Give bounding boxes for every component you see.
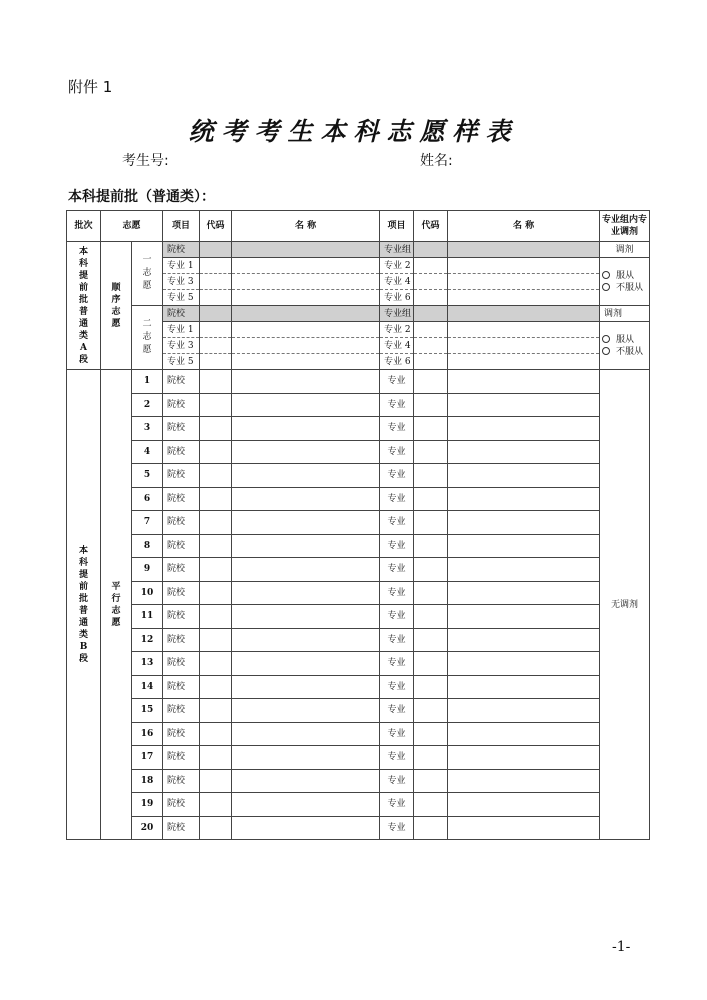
major-name-input[interactable] <box>448 581 600 605</box>
college-label: 院校 <box>163 464 200 488</box>
adjust-options <box>600 322 650 370</box>
major-code-input[interactable] <box>414 746 448 770</box>
college-name-input[interactable] <box>232 793 380 817</box>
major-code-input[interactable] <box>414 440 448 464</box>
header-code-2: 代码 <box>414 211 448 242</box>
major-label: 专业 <box>380 652 414 676</box>
college-name-input[interactable] <box>232 722 380 746</box>
major-label: 专业 <box>380 699 414 723</box>
college-code-input[interactable] <box>200 769 232 793</box>
college-label: 院校 <box>163 417 200 441</box>
college-label: 院校 <box>163 746 200 770</box>
parallel-wish-row <box>67 628 650 652</box>
college-code-input[interactable] <box>200 464 232 488</box>
college-label: 院校 <box>163 605 200 629</box>
college-name-input[interactable] <box>232 393 380 417</box>
college-name-input[interactable] <box>232 675 380 699</box>
major-name-input[interactable] <box>448 722 600 746</box>
major-name-input[interactable] <box>232 322 380 338</box>
header-code: 代码 <box>200 211 232 242</box>
parallel-wish-row <box>67 746 650 770</box>
college-code-input[interactable] <box>200 652 232 676</box>
major-name-input[interactable] <box>232 354 380 370</box>
college-code-input[interactable] <box>200 417 232 441</box>
major-name-input[interactable] <box>448 274 600 290</box>
major-name-input[interactable] <box>448 746 600 770</box>
major-name-input[interactable] <box>448 370 600 394</box>
major-group-label: 专业组 <box>380 242 414 258</box>
college-name-input[interactable] <box>232 370 380 394</box>
major-code-input[interactable] <box>414 699 448 723</box>
major-name-input[interactable] <box>448 354 600 370</box>
row-number: 11 <box>132 605 163 629</box>
parallel-wish-row <box>67 699 650 723</box>
row-number: 12 <box>132 628 163 652</box>
major-name-input[interactable] <box>448 487 600 511</box>
college-label: 院校 <box>163 487 200 511</box>
major-label: 专业 3 <box>163 274 200 290</box>
college-code-input[interactable] <box>200 699 232 723</box>
parallel-wish-row <box>67 722 650 746</box>
row-number: 10 <box>132 581 163 605</box>
college-label: 院校 <box>163 306 200 322</box>
college-name-input[interactable] <box>232 605 380 629</box>
wish-label <box>132 242 163 306</box>
major-name-input[interactable] <box>448 558 600 582</box>
header-name: 名 称 <box>232 211 380 242</box>
major-code-input[interactable] <box>414 511 448 535</box>
major-name-input[interactable] <box>448 793 600 817</box>
a-type-text: 顺序志愿 <box>111 282 121 329</box>
major-name-input[interactable] <box>448 816 600 840</box>
major-name-input[interactable] <box>448 675 600 699</box>
a-type-label <box>101 242 132 370</box>
major-label: 专业 <box>380 605 414 629</box>
parallel-wish-row <box>67 605 650 629</box>
college-name-input[interactable] <box>232 487 380 511</box>
college-code-input[interactable] <box>200 511 232 535</box>
major-label: 专业 2 <box>380 322 414 338</box>
attachment-label: 附件 1 <box>68 78 113 96</box>
college-label: 院校 <box>163 675 200 699</box>
b-type-text: 平行志愿 <box>111 581 121 628</box>
parallel-wish-row <box>67 558 650 582</box>
parallel-wish-row <box>67 511 650 535</box>
major-name-input[interactable] <box>232 274 380 290</box>
college-label: 院校 <box>163 558 200 582</box>
major-code-input[interactable] <box>414 675 448 699</box>
college-name-input[interactable] <box>232 511 380 535</box>
major-group-name-input[interactable] <box>448 242 600 258</box>
major-name-input[interactable] <box>448 652 600 676</box>
major-code-input[interactable] <box>200 354 232 370</box>
college-name-input[interactable] <box>232 746 380 770</box>
exam-number-label: 考生号: <box>122 153 169 169</box>
major-label: 专业 <box>380 628 414 652</box>
college-name-input[interactable] <box>232 306 380 322</box>
parallel-wish-row <box>67 793 650 817</box>
major-code-input[interactable] <box>414 417 448 441</box>
major-name-input[interactable] <box>448 605 600 629</box>
college-name-input[interactable] <box>232 440 380 464</box>
section-title: 本科提前批（普通类）： <box>68 189 215 205</box>
major-label: 专业 <box>380 370 414 394</box>
college-name-input[interactable] <box>232 581 380 605</box>
major-code-input[interactable] <box>414 258 448 274</box>
option-comply-label: 服从 <box>616 334 635 345</box>
row-number: 19 <box>132 793 163 817</box>
major-label: 专业 <box>380 722 414 746</box>
college-code-input[interactable] <box>200 746 232 770</box>
major-label: 专业 <box>380 581 414 605</box>
row-number: 14 <box>132 675 163 699</box>
college-name-input[interactable] <box>232 464 380 488</box>
parallel-wish-row <box>67 393 650 417</box>
major-label: 专业 <box>380 511 414 535</box>
radio-circle-icon[interactable] <box>602 283 610 291</box>
wish-label-text: 二志愿 <box>142 319 152 355</box>
college-label: 院校 <box>163 722 200 746</box>
major-label: 专业 <box>380 464 414 488</box>
option-comply-label: 服从 <box>616 270 635 281</box>
row-number: 13 <box>132 652 163 676</box>
major-code-input[interactable] <box>414 581 448 605</box>
college-code-input[interactable] <box>200 558 232 582</box>
major-group-code-input[interactable] <box>414 242 448 258</box>
college-label: 院校 <box>163 370 200 394</box>
college-label: 院校 <box>163 628 200 652</box>
parallel-wish-row <box>67 652 650 676</box>
major-label: 专业 <box>380 534 414 558</box>
major-code-input[interactable] <box>414 354 448 370</box>
row-number: 2 <box>132 393 163 417</box>
student-name-label: 姓名: <box>420 153 453 169</box>
college-label: 院校 <box>163 242 200 258</box>
parallel-wish-row <box>67 581 650 605</box>
option-not-comply[interactable] <box>600 282 649 294</box>
major-name-input[interactable] <box>448 258 600 274</box>
major-label: 专业 4 <box>380 274 414 290</box>
major-name-input[interactable] <box>232 290 380 306</box>
parallel-wish-row <box>67 675 650 699</box>
college-name-input[interactable] <box>232 699 380 723</box>
major-name-input[interactable] <box>448 417 600 441</box>
major-code-input[interactable] <box>414 274 448 290</box>
adjust-options <box>600 258 650 306</box>
major-code-input[interactable] <box>200 258 232 274</box>
college-code-input[interactable] <box>200 534 232 558</box>
major-code-input[interactable] <box>414 322 448 338</box>
major-label: 专业 2 <box>380 258 414 274</box>
header-batch: 批次 <box>67 211 101 242</box>
college-code-input[interactable] <box>200 440 232 464</box>
major-label: 专业 <box>380 440 414 464</box>
adjust-label: 调剂 <box>600 306 650 322</box>
major-name-input[interactable] <box>448 322 600 338</box>
parallel-wish-row <box>67 487 650 511</box>
major-label: 专业 1 <box>163 258 200 274</box>
college-code-input[interactable] <box>200 628 232 652</box>
row-number: 16 <box>132 722 163 746</box>
major-code-input[interactable] <box>414 558 448 582</box>
option-comply[interactable] <box>600 270 649 282</box>
radio-circle-icon[interactable] <box>602 335 610 343</box>
header-wish: 志愿 <box>101 211 163 242</box>
college-code-input[interactable] <box>200 242 232 258</box>
major-label: 专业 <box>380 417 414 441</box>
major-group-code-input[interactable] <box>414 306 448 322</box>
college-name-input[interactable] <box>232 242 380 258</box>
header-item: 项目 <box>163 211 200 242</box>
wish-label <box>132 306 163 370</box>
major-name-input[interactable] <box>448 338 600 354</box>
major-label: 专业 <box>380 393 414 417</box>
b-batch-text: 本科提前批普通类B段 <box>78 545 88 664</box>
major-label: 专业 6 <box>380 290 414 306</box>
college-code-input[interactable] <box>200 306 232 322</box>
major-code-input[interactable] <box>200 322 232 338</box>
row-number: 4 <box>132 440 163 464</box>
major-name-input[interactable] <box>448 534 600 558</box>
major-group-label: 专业组 <box>380 306 414 322</box>
major-name-input[interactable] <box>232 258 380 274</box>
college-label: 院校 <box>163 652 200 676</box>
major-name-input[interactable] <box>448 440 600 464</box>
page-number: -1- <box>612 939 631 955</box>
a-batch-text: 本科提前批普通类A段 <box>78 246 88 365</box>
college-code-input[interactable] <box>200 605 232 629</box>
college-code-input[interactable] <box>200 793 232 817</box>
major-label: 专业 4 <box>380 338 414 354</box>
major-code-input[interactable] <box>200 338 232 354</box>
major-code-input[interactable] <box>414 769 448 793</box>
parallel-wish-row <box>67 769 650 793</box>
major-label: 专业 6 <box>380 354 414 370</box>
row-number: 6 <box>132 487 163 511</box>
row-number: 8 <box>132 534 163 558</box>
row-number: 9 <box>132 558 163 582</box>
major-code-input[interactable] <box>414 722 448 746</box>
college-name-input[interactable] <box>232 558 380 582</box>
major-label: 专业 5 <box>163 290 200 306</box>
major-label: 专业 <box>380 769 414 793</box>
no-adjust-label: 无调剂 <box>600 370 650 840</box>
major-name-input[interactable] <box>448 699 600 723</box>
radio-circle-icon[interactable] <box>602 347 610 355</box>
major-label: 专业 1 <box>163 322 200 338</box>
major-code-input[interactable] <box>414 605 448 629</box>
parallel-wish-row <box>67 417 650 441</box>
college-name-input[interactable] <box>232 769 380 793</box>
major-name-input[interactable] <box>448 464 600 488</box>
college-code-input[interactable] <box>200 675 232 699</box>
major-code-input[interactable] <box>414 290 448 306</box>
form-title: 统考考生本科志愿样表 <box>188 117 519 146</box>
college-code-input[interactable] <box>200 722 232 746</box>
major-label: 专业 <box>380 816 414 840</box>
major-code-input[interactable] <box>414 652 448 676</box>
header-item-2: 项目 <box>380 211 414 242</box>
major-label: 专业 <box>380 746 414 770</box>
college-name-input[interactable] <box>232 652 380 676</box>
major-label: 专业 <box>380 487 414 511</box>
college-name-input[interactable] <box>232 417 380 441</box>
row-number: 18 <box>132 769 163 793</box>
a-group-header-row <box>67 242 650 258</box>
parallel-wish-row <box>67 534 650 558</box>
major-label: 专业 5 <box>163 354 200 370</box>
parallel-wish-row <box>67 816 650 840</box>
header-name-2: 名 称 <box>448 211 600 242</box>
major-group-name-input[interactable] <box>448 306 600 322</box>
major-code-input[interactable] <box>414 393 448 417</box>
row-number: 20 <box>132 816 163 840</box>
college-code-input[interactable] <box>200 370 232 394</box>
college-code-input[interactable] <box>200 581 232 605</box>
major-label: 专业 <box>380 675 414 699</box>
college-code-input[interactable] <box>200 816 232 840</box>
a-batch-label <box>67 242 101 370</box>
radio-circle-icon[interactable] <box>602 271 610 279</box>
major-code-input[interactable] <box>414 793 448 817</box>
row-number: 1 <box>132 370 163 394</box>
parallel-wish-row <box>67 464 650 488</box>
major-code-input[interactable] <box>414 534 448 558</box>
major-label: 专业 3 <box>163 338 200 354</box>
header-adjust: 专业组内专业调剂 <box>600 211 650 242</box>
row-number: 5 <box>132 464 163 488</box>
college-label: 院校 <box>163 534 200 558</box>
option-not-comply-label: 不服从 <box>616 346 644 357</box>
college-name-input[interactable] <box>232 628 380 652</box>
major-label: 专业 <box>380 558 414 582</box>
major-code-input[interactable] <box>414 628 448 652</box>
major-code-input[interactable] <box>414 370 448 394</box>
parallel-wish-row <box>67 440 650 464</box>
header-row <box>67 211 650 242</box>
college-label: 院校 <box>163 816 200 840</box>
college-name-input[interactable] <box>232 816 380 840</box>
adjust-label: 调剂 <box>600 242 650 258</box>
college-label: 院校 <box>163 393 200 417</box>
major-code-input[interactable] <box>414 338 448 354</box>
major-label: 专业 <box>380 793 414 817</box>
major-code-input[interactable] <box>414 816 448 840</box>
major-name-input[interactable] <box>232 338 380 354</box>
college-label: 院校 <box>163 511 200 535</box>
college-code-input[interactable] <box>200 487 232 511</box>
major-name-input[interactable] <box>448 511 600 535</box>
college-label: 院校 <box>163 699 200 723</box>
b-batch-label <box>67 370 101 840</box>
application-form-table <box>66 210 650 840</box>
college-code-input[interactable] <box>200 393 232 417</box>
row-number: 3 <box>132 417 163 441</box>
major-name-input[interactable] <box>448 628 600 652</box>
row-number: 7 <box>132 511 163 535</box>
parallel-wish-row <box>67 370 650 394</box>
row-number: 15 <box>132 699 163 723</box>
option-comply[interactable] <box>600 334 649 346</box>
row-number: 17 <box>132 746 163 770</box>
option-not-comply-label: 不服从 <box>616 282 644 293</box>
college-name-input[interactable] <box>232 534 380 558</box>
college-label: 院校 <box>163 769 200 793</box>
wish-label-text: 一志愿 <box>142 255 152 291</box>
college-label: 院校 <box>163 793 200 817</box>
major-code-input[interactable] <box>414 464 448 488</box>
major-name-input[interactable] <box>448 769 600 793</box>
major-code-input[interactable] <box>200 274 232 290</box>
major-name-input[interactable] <box>448 290 600 306</box>
major-code-input[interactable] <box>200 290 232 306</box>
option-not-comply[interactable] <box>600 346 649 358</box>
a-group-header-row <box>67 306 650 322</box>
b-type-label <box>101 370 132 840</box>
college-label: 院校 <box>163 581 200 605</box>
major-code-input[interactable] <box>414 487 448 511</box>
college-label: 院校 <box>163 440 200 464</box>
major-name-input[interactable] <box>448 393 600 417</box>
